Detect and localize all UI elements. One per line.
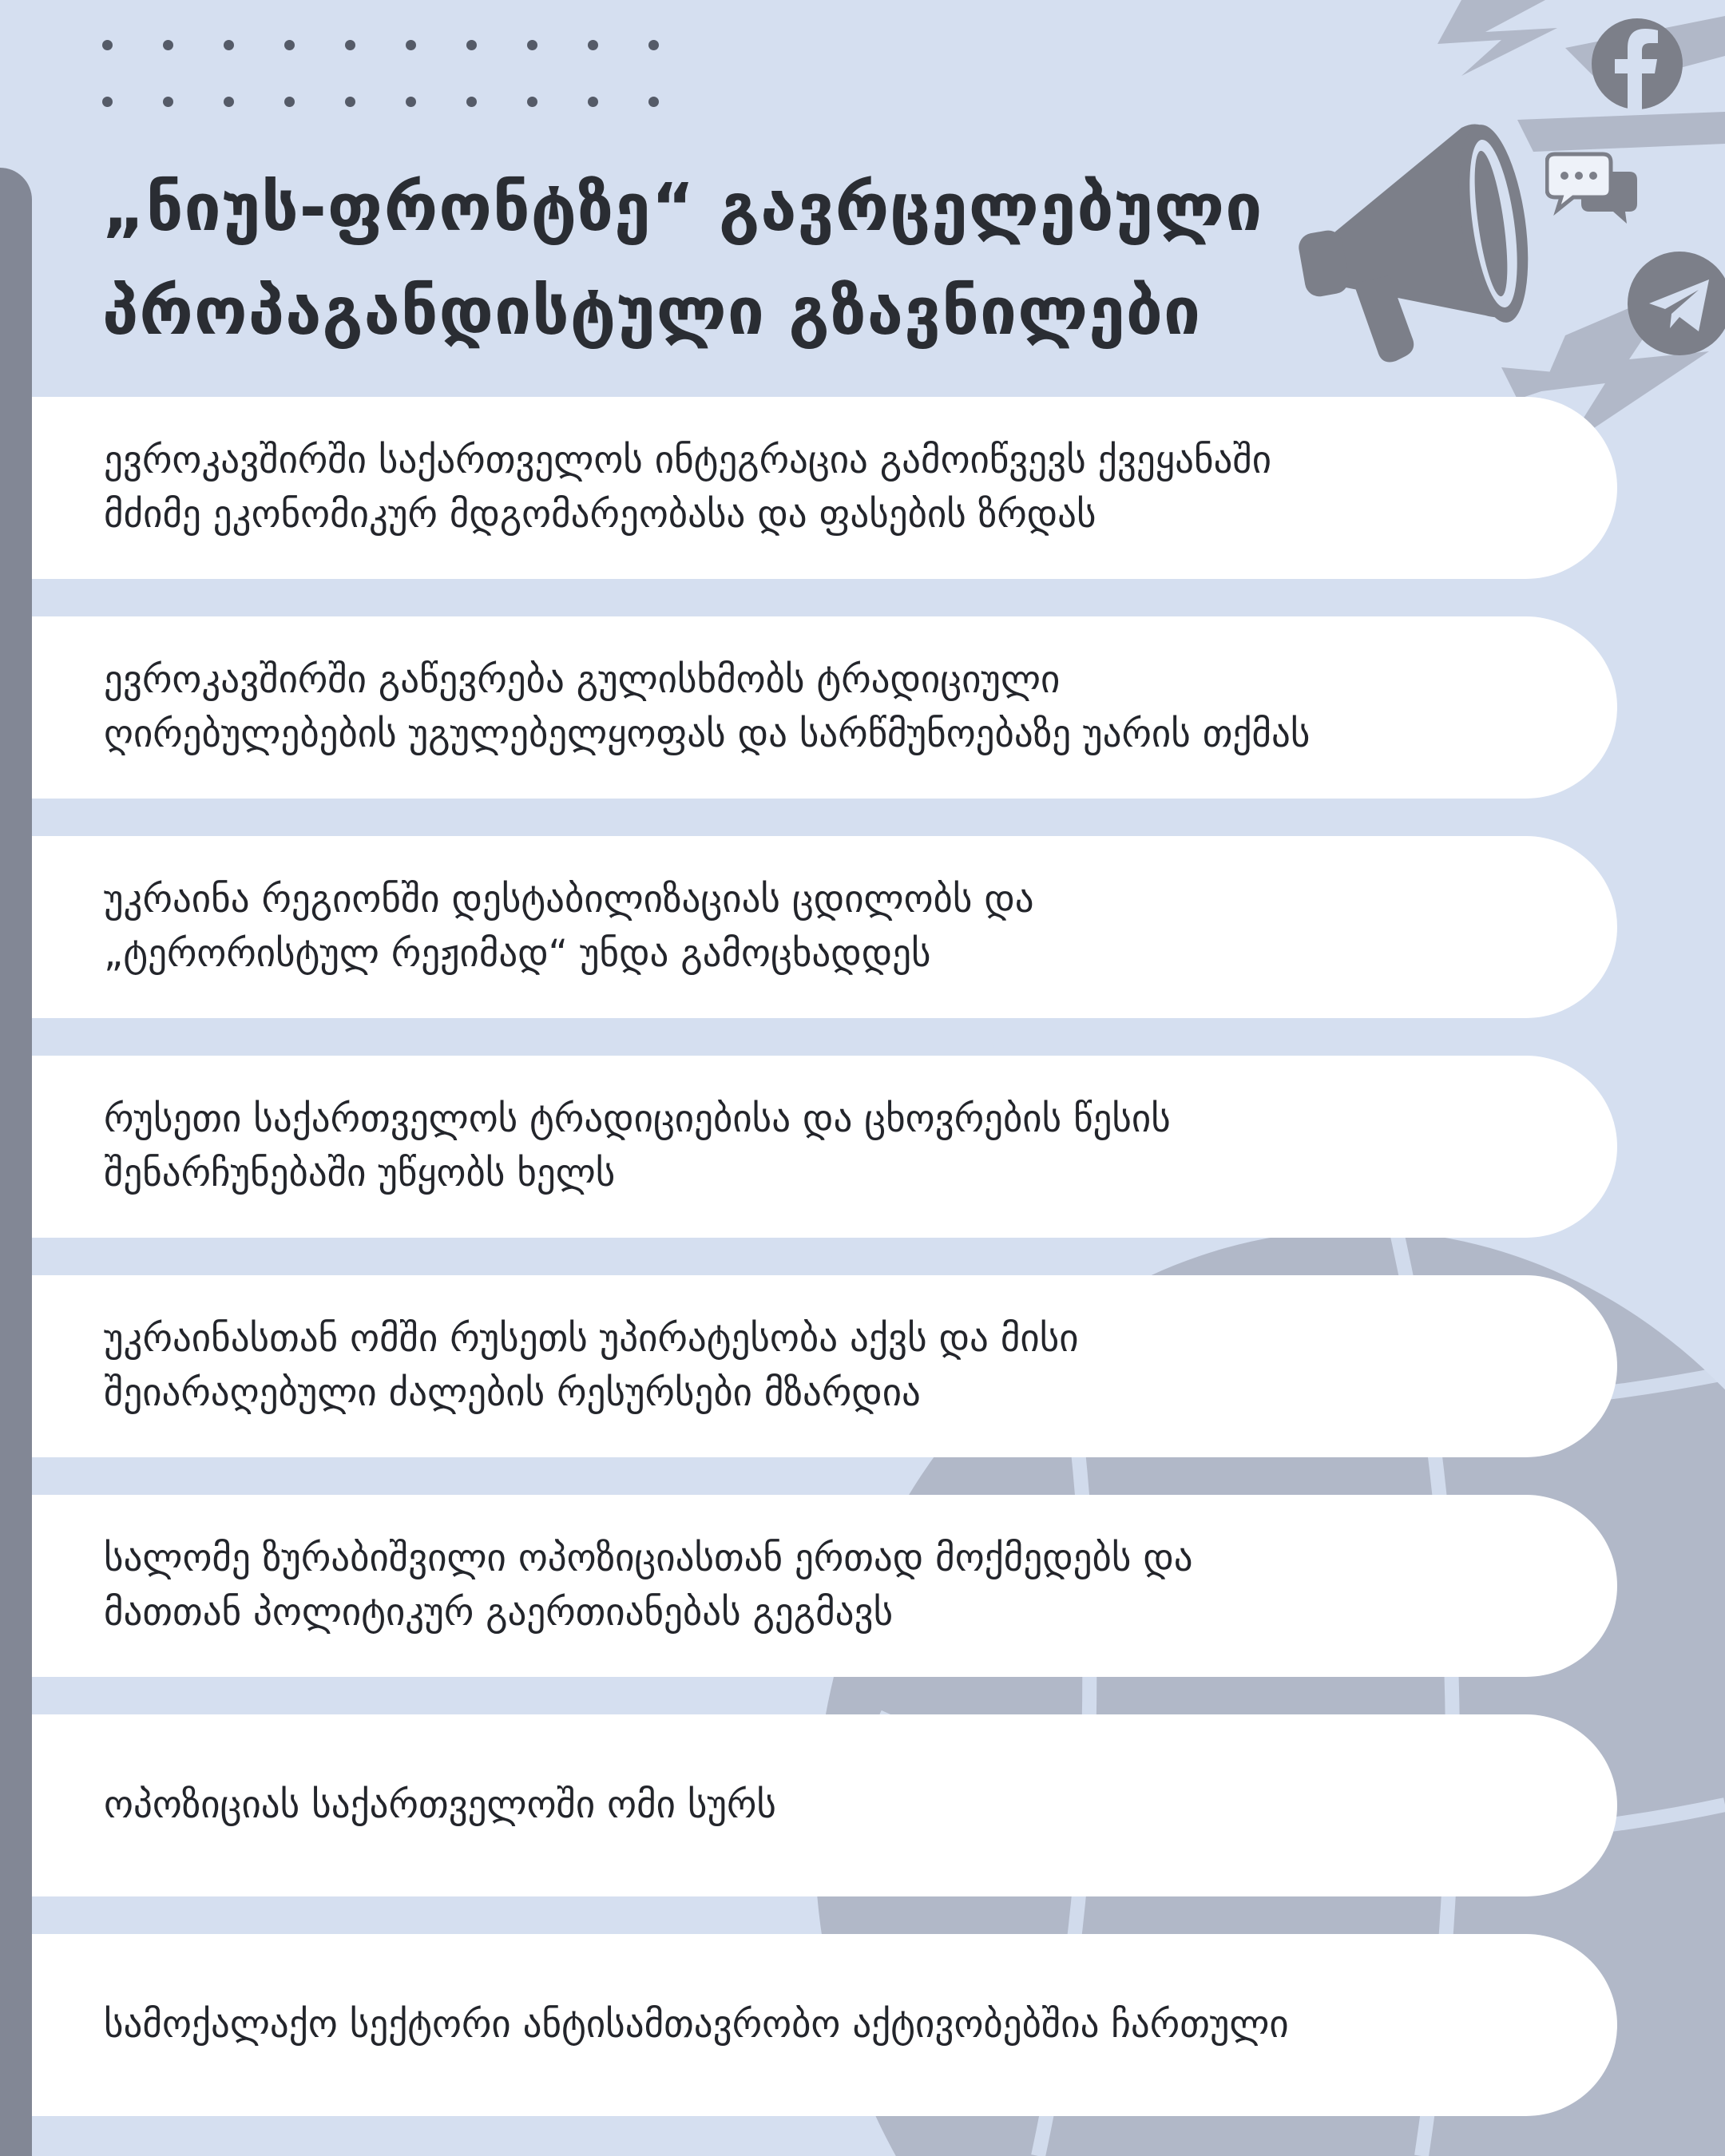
dot <box>406 97 416 107</box>
dot <box>102 97 113 107</box>
dot <box>406 40 416 50</box>
message-card <box>32 616 1617 799</box>
telegram-icon <box>1625 252 1725 355</box>
dot <box>163 97 173 107</box>
dot <box>648 40 659 50</box>
message-card <box>32 1056 1617 1238</box>
dot <box>588 97 598 107</box>
dot <box>466 40 477 50</box>
message-card <box>32 1275 1617 1457</box>
dot <box>284 97 295 107</box>
message-text: სალომე ზურაბიშვილი ოპოზიციასთან ერთად მოქმედებს და მათთან პოლიტიკურ გაერთიანებას გეგმავს <box>104 1536 1193 1635</box>
dot <box>466 97 477 107</box>
dot <box>345 40 355 50</box>
dot <box>284 40 295 50</box>
dot <box>527 97 537 107</box>
page-title <box>102 157 1316 364</box>
dot <box>224 97 234 107</box>
dot <box>527 40 537 50</box>
message-text: ევროკავშირში გაწევრება გულისხმობს ტრადიციული ღირებულებების უგულებელყოფას და სარწმუნოებაზე უარის თქმას <box>104 658 1311 756</box>
megaphone-icon <box>1294 112 1533 367</box>
message-card <box>32 397 1617 579</box>
facebook-icon <box>1589 16 1685 112</box>
message-card <box>32 1495 1617 1677</box>
dot <box>163 40 173 50</box>
message-text: რუსეთი საქართველოს ტრადიციებისა და ცხოვრების წესის შენარჩუნებაში უწყობს ხელს <box>104 1097 1171 1195</box>
title-line-2: პროპაგანდისტული გზავნილები <box>102 274 1202 350</box>
message-card <box>32 1714 1617 1896</box>
message-text: ევროკავშირში საქართველოს ინტეგრაცია გამოიწვევს ქვეყანაში მძიმე ეკონომიკურ მდგომარეობასა და ფასების ზრდას <box>104 438 1272 537</box>
message-text: უკრაინასთან ომში რუსეთს უპირატესობა აქვს და მისი შეიარაღებული ძალების რესურსები მზარდია <box>104 1317 1079 1415</box>
message-text: სამოქალაქო სექტორი ანტისამთავრობო აქტივობებშია ჩართული <box>104 2003 1289 2047</box>
dot <box>102 40 113 50</box>
dot <box>224 40 234 50</box>
title-line-1: „ნიუს-ფრონტზე“ გავრცელებული <box>102 170 1263 246</box>
dot <box>588 40 598 50</box>
chat-bubbles-icon <box>1545 148 1641 228</box>
message-card <box>32 1934 1617 2116</box>
messages-list <box>32 397 1617 2154</box>
message-text: უკრაინა რეგიონში დესტაბილიზაციას ცდილობს და „ტერორისტულ რეჟიმად“ უნდა გამოცხადდეს <box>104 878 1034 976</box>
dot-pattern <box>102 40 661 107</box>
dot <box>648 97 659 107</box>
left-accent-bar <box>0 168 32 2156</box>
dot <box>345 97 355 107</box>
message-text: ოპოზიციას საქართველოში ომი სურს <box>104 1783 776 1827</box>
message-card <box>32 836 1617 1018</box>
